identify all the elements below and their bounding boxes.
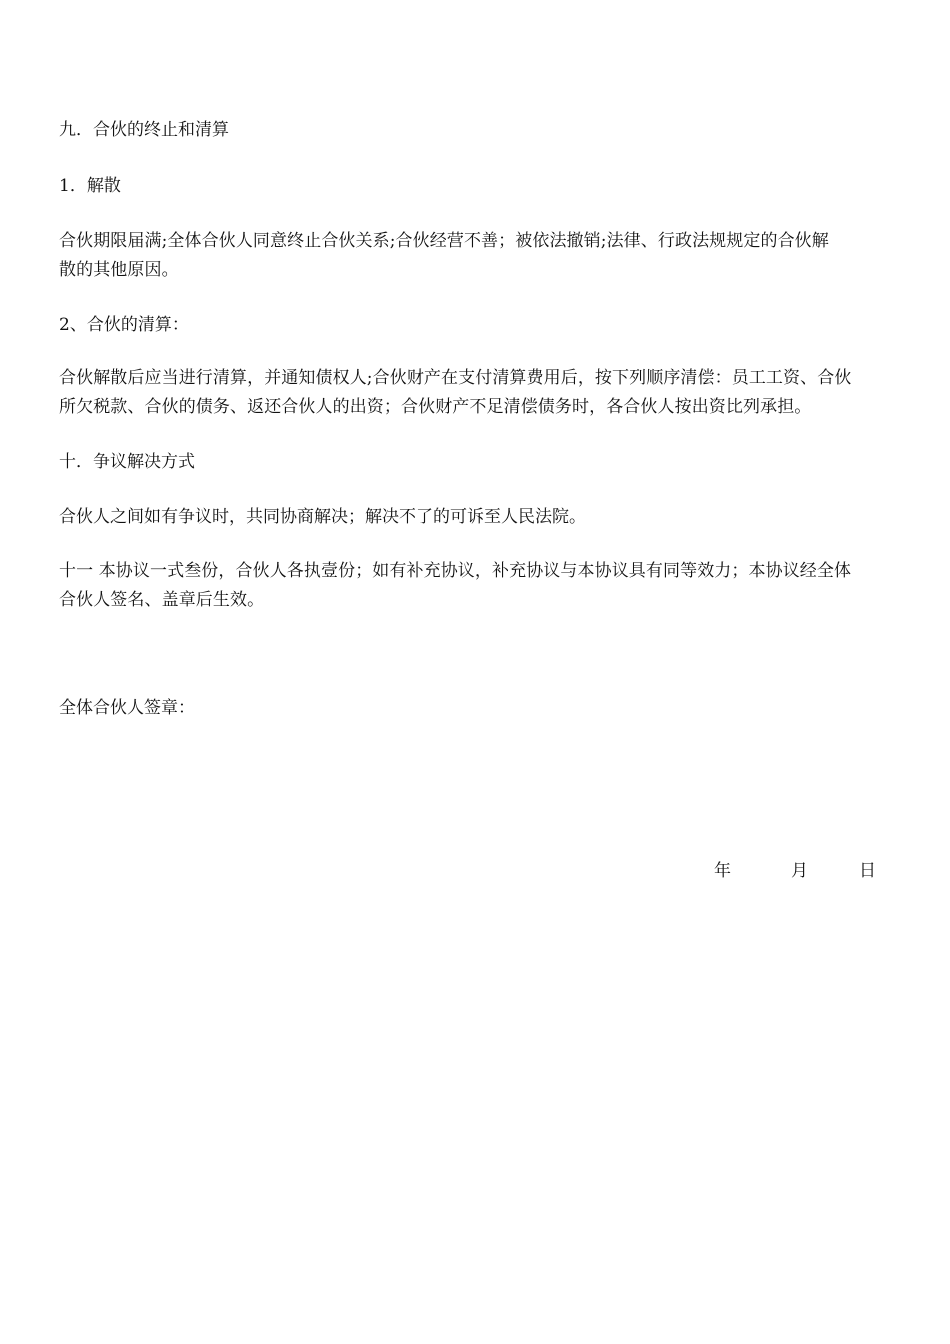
section-9-sub2-paragraph [59,364,921,422]
paragraph-line: 散的其他原因。 [59,260,179,280]
section-11-paragraph [59,557,921,615]
paragraph-line: 合伙期限届满;全体合伙人同意终止合伙关系;合伙经营不善；被依法撤销;法律、行政法规规定的合伙解 [59,231,829,251]
section-9-sub2-heading: 2、合伙的清算： [59,315,189,335]
paragraph-line: 十一 本协议一式叁份，合伙人各执壹份；如有补充协议，补充协议与本协议具有同等效力；本协议经全体 [59,561,852,581]
signature-label: 全体合伙人签章： [59,698,195,718]
date-month-label: 月 [791,861,808,881]
section-9-sub1-heading: 1．解散 [59,176,121,196]
section-10-heading: 十．争议解决方式 [59,452,195,472]
date-day-label: 日 [859,861,876,881]
paragraph-line: 合伙解散后应当进行清算，并通知债权人;合伙财产在支付清算费用后，按下列顺序清偿：员工工资、合伙 [59,368,852,388]
paragraph-line: 合伙人签名、盖章后生效。 [59,590,265,610]
paragraph-line: 所欠税款、合伙的债务、返还合伙人的出资；合伙财产不足清偿债务时，各合伙人按出资比列承担。 [59,397,812,417]
section-10-paragraph: 合伙人之间如有争议时，共同协商解决；解决不了的可诉至人民法院。 [59,507,586,527]
date-year-label: 年 [714,861,731,881]
section-9-sub1-paragraph [59,227,921,285]
section-9-heading: 九．合伙的终止和清算 [59,120,229,140]
